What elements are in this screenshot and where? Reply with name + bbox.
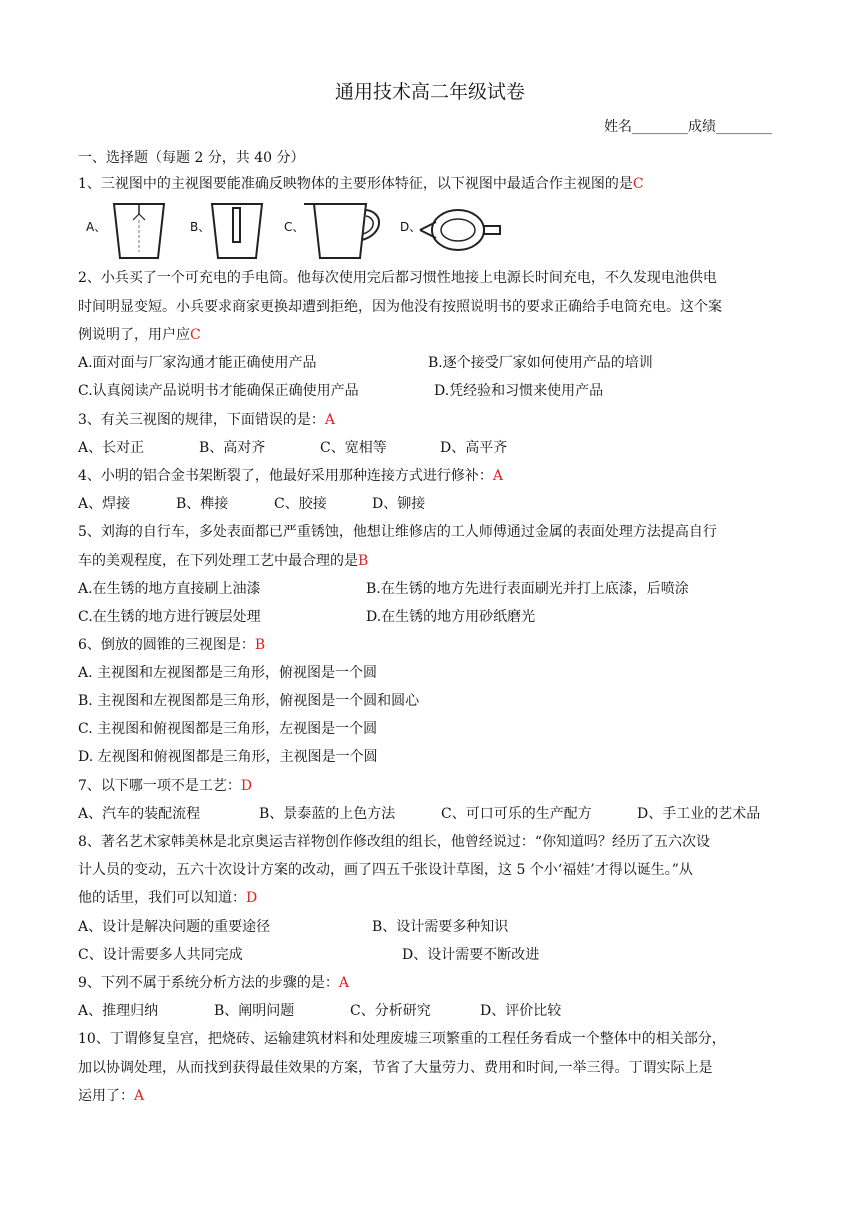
section-heading: 一、选择题（每题 2 分，共 40 分） xyxy=(78,150,305,166)
figure-label: B、 xyxy=(190,220,211,234)
q1-figure-row xyxy=(86,198,506,266)
option-d: D、铆接 xyxy=(372,496,426,512)
question-5-line-1: 5、刘海的自行车，多处表面都已严重锈蚀，他想让维修店的工人师傅通过金属的表面处理方法提高自行 xyxy=(78,524,717,540)
option-a: A、推理归纳 xyxy=(78,1003,159,1019)
cup-slot-view-icon xyxy=(206,198,268,266)
question-5-line-2 xyxy=(78,551,368,571)
option-c: C、分析研究 xyxy=(350,1003,431,1019)
question-6 xyxy=(78,635,265,655)
question-1 xyxy=(78,174,644,194)
question-2-line-1: 2、小兵买了一个可充电的手电筒。他每次使用完后都习惯性地接上电源长时间充电，不久发现电池供电 xyxy=(78,270,717,286)
answer-key: C xyxy=(190,327,201,343)
option-c: C.在生锈的地方进行镀层处理 xyxy=(78,609,261,625)
option-d: D、高平齐 xyxy=(440,440,508,456)
question-text: 车的美观程度，在下列处理工艺中最合理的是 xyxy=(78,553,358,569)
cup-top-view-icon xyxy=(414,198,506,266)
name-blank[interactable]: ________ xyxy=(632,119,688,135)
question-2-line-3 xyxy=(78,325,201,345)
question-8-line-3 xyxy=(78,888,257,908)
name-label: 姓名 xyxy=(604,119,632,135)
question-8-line-1: 8、著名艺术家韩美林是北京奥运吉祥物创作修改组的组长，他曾经说过：“你知道吗？经历了五六次设 xyxy=(78,834,711,850)
question-text: 9、下列不属于系统分析方法的步骤的是： xyxy=(78,975,339,991)
answer-key: A xyxy=(338,975,350,991)
option-a: A、焊接 xyxy=(78,496,131,512)
answer-key: D xyxy=(240,778,253,794)
option-d: D.凭经验和习惯来使用产品 xyxy=(434,383,604,399)
answer-key: C xyxy=(632,176,644,192)
question-10-line-2: 加以协调处理，从而找到获得最佳效果的方案，节省了大量劳力、费用和时间,一举三得。丁谓实际上是 xyxy=(78,1060,713,1076)
question-text: 运用了： xyxy=(78,1088,134,1104)
cup-handle-view-icon xyxy=(300,198,388,266)
question-2-line-2: 时间明显变短。小兵要求商家更换却遭到拒绝，因为他没有按照说明书的要求正确给手电筒充电。这个案 xyxy=(78,299,722,315)
figure-label: D、 xyxy=(400,220,422,234)
question-text: 1、三视图中的主视图要能准确反映物体的主要形体特征，以下视图中最适合作主视图的是 xyxy=(78,176,633,192)
answer-key: A xyxy=(134,1088,145,1104)
option-a: A. 主视图和左视图都是三角形，俯视图是一个圆 xyxy=(78,665,378,681)
option-d: D、评价比较 xyxy=(480,1003,562,1019)
option-b: B、高对齐 xyxy=(199,440,266,456)
option-c: C.认真阅读产品说明书才能确保正确使用产品 xyxy=(78,383,359,399)
option-c: C. 主视图和俯视图都是三角形，左视图是一个圆 xyxy=(78,721,378,737)
question-10-line-1: 10、丁谓修复皇宫，把烧砖、运输建筑材料和处理废墟三项繁重的工程任务看成一个整体中的相关部分， xyxy=(78,1031,726,1047)
name-score-bar xyxy=(604,117,772,137)
question-text: 他的话里，我们可以知道： xyxy=(78,890,246,906)
page-title: 通用技术高二年级试卷 xyxy=(334,81,525,103)
question-10-line-3 xyxy=(78,1086,144,1106)
option-a: A、汽车的装配流程 xyxy=(78,806,201,822)
question-8-line-2: 计人员的变动，五六十次设计方案的改动，画了四五千张设计草图，这 5 个小‘福娃’才得以诞生。”从 xyxy=(78,862,693,878)
score-blank[interactable]: ________ xyxy=(716,119,772,135)
option-b: B、榫接 xyxy=(176,496,229,512)
option-b: B.在生锈的地方先进行表面刷光并打上底漆，后喷涂 xyxy=(366,581,689,597)
option-b: B、景泰蓝的上色方法 xyxy=(259,806,396,822)
answer-key: B xyxy=(358,553,369,569)
question-text: 7、以下哪一项不是工艺： xyxy=(78,778,241,794)
option-b: B. 主视图和左视图都是三角形，俯视图是一个圆和圆心 xyxy=(78,693,420,709)
figure-label: A、 xyxy=(86,220,107,234)
option-c: C、宽相等 xyxy=(320,440,387,456)
option-c: C、设计需要多人共同完成 xyxy=(78,947,243,963)
option-a: A、长对正 xyxy=(78,440,145,456)
question-3 xyxy=(78,410,335,430)
question-text: 4、小明的铝合金书架断裂了，他最好采用那种连接方式进行修补： xyxy=(78,468,493,484)
question-4 xyxy=(78,466,503,486)
question-7 xyxy=(78,776,252,796)
option-a: A、设计是解决问题的重要途径 xyxy=(78,919,271,935)
question-text: 3、有关三视图的规律，下面错误的是： xyxy=(78,412,325,428)
question-9 xyxy=(78,973,349,993)
option-b: B、设计需要多种知识 xyxy=(372,919,509,935)
option-a: A.在生锈的地方直接刷上油漆 xyxy=(78,581,261,597)
answer-key: D xyxy=(246,890,258,906)
answer-key: A xyxy=(492,468,504,484)
figure-label: C、 xyxy=(284,220,305,234)
option-a: A.面对面与厂家沟通才能正确使用产品 xyxy=(78,355,317,371)
answer-key: A xyxy=(324,412,336,428)
option-c: C、可口可乐的生产配方 xyxy=(441,806,592,822)
option-d: D.在生锈的地方用砂纸磨光 xyxy=(366,609,536,625)
option-b: B.逐个接受厂家如何使用产品的培训 xyxy=(428,355,653,371)
question-text: 例说明了，用户应 xyxy=(78,327,190,343)
option-b: B、阐明问题 xyxy=(214,1003,295,1019)
question-text: 6、倒放的圆锥的三视图是： xyxy=(78,637,255,653)
answer-key: B xyxy=(254,637,266,653)
option-d: D、设计需要不断改进 xyxy=(402,947,540,963)
option-d: D、手工业的艺术品 xyxy=(637,806,761,822)
score-label: 成绩 xyxy=(688,119,716,135)
option-c: C、胶接 xyxy=(274,496,327,512)
option-d: D. 左视图和俯视图都是三角形，主视图是一个圆 xyxy=(78,749,378,765)
cup-front-view-icon xyxy=(108,198,170,266)
